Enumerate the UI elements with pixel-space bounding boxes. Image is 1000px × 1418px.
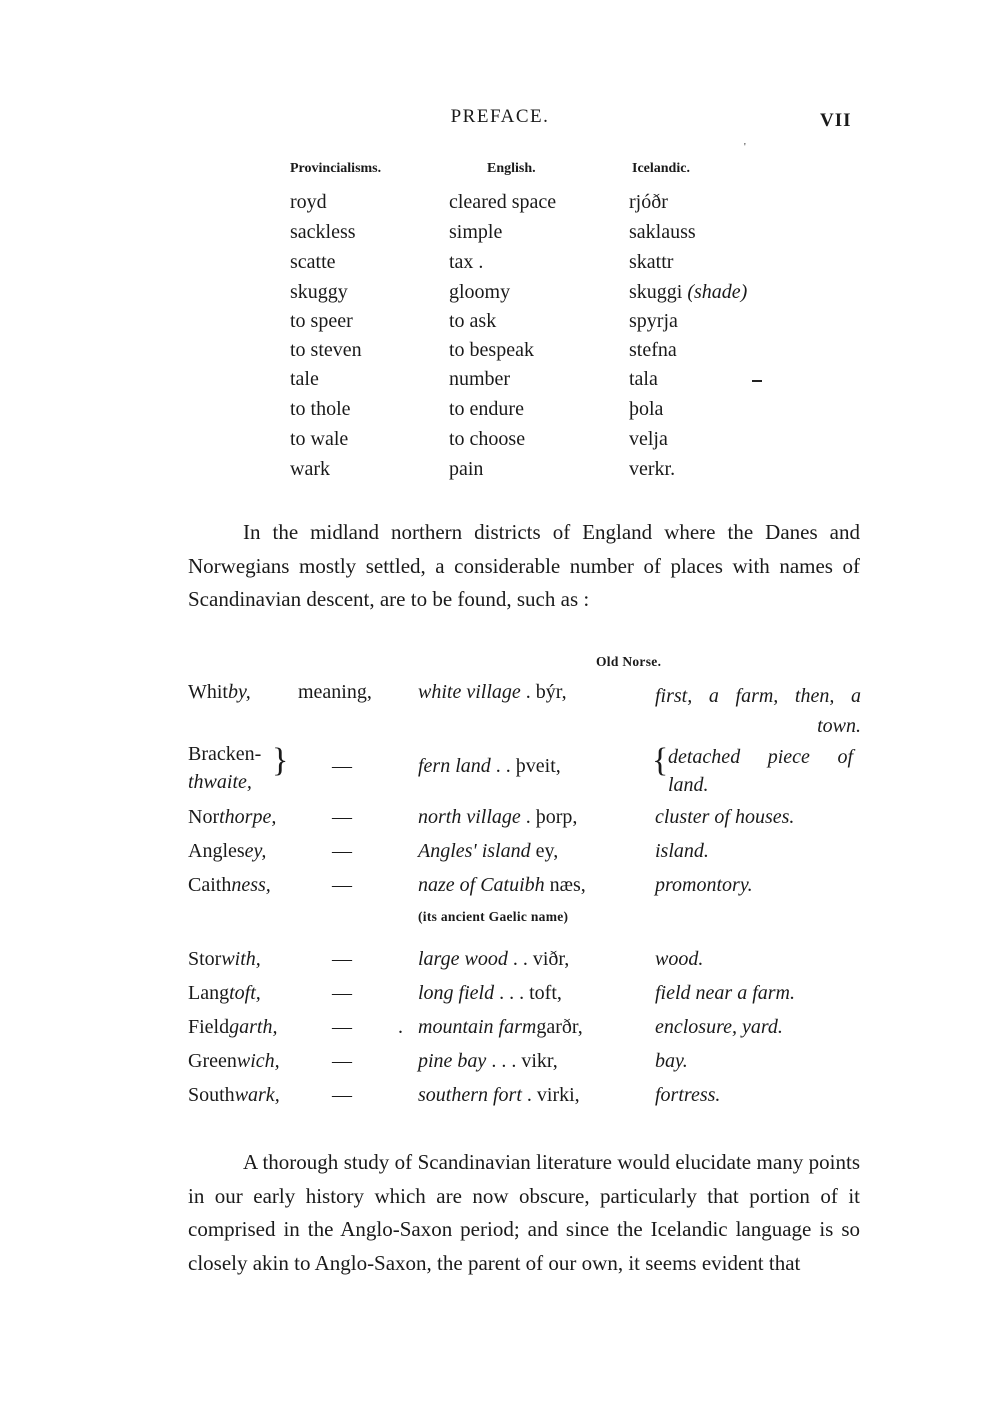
vocab-icelandic: verkr. bbox=[629, 458, 676, 480]
vocab-provincialism: wark bbox=[290, 458, 330, 480]
ditto-mark: — bbox=[332, 874, 352, 896]
vocab-icelandic bbox=[629, 281, 747, 304]
vocab-english: gloomy bbox=[449, 281, 511, 303]
placename-meaning: field near a farm. bbox=[655, 982, 795, 1004]
placename: Storwith, bbox=[188, 948, 261, 970]
vocab-provincialism: royd bbox=[290, 191, 327, 213]
vocab-icelandic-word: skuggi bbox=[629, 281, 683, 303]
stray-dash-mark bbox=[752, 380, 762, 382]
vocab-provincialism: skuggy bbox=[290, 281, 348, 303]
column-header-english: English. bbox=[487, 161, 536, 176]
placename-meaning: bay. bbox=[655, 1050, 688, 1072]
placename-gloss: north village . þorp, bbox=[418, 806, 578, 828]
paragraph-text: A thorough study of Scandinavian literature would elucidate many points in our early history which are now obscure, particularly that portion of it comprised in the Anglo-Saxon period; and since the Icelandic language is so closely akin to Anglo-Saxon, the parent of our own, it seems evident that bbox=[188, 1150, 860, 1275]
ditto-mark: — bbox=[332, 1084, 352, 1106]
placename-gloss: mountain farmgarðr, bbox=[418, 1016, 583, 1038]
placename: Greenwich, bbox=[188, 1050, 280, 1072]
placename-meaning: detached piece of land. bbox=[668, 746, 853, 796]
vocab-icelandic-note: (shade) bbox=[687, 281, 748, 303]
placename: Southwark, bbox=[188, 1084, 280, 1106]
placename-meaning: cluster of houses. bbox=[655, 806, 795, 828]
vocab-icelandic: skattr bbox=[629, 251, 674, 273]
placename: Northorpe, bbox=[188, 806, 277, 828]
placename: Whitby, bbox=[188, 681, 251, 703]
placename-meaning: fortress. bbox=[655, 1084, 721, 1106]
placename-meaning: first, a farm, then, a town. bbox=[655, 685, 861, 737]
placename: Anglesey, bbox=[188, 840, 267, 862]
gaelic-note: (its ancient Gaelic name) bbox=[418, 909, 569, 924]
vocab-provincialism: to steven bbox=[290, 339, 362, 361]
paragraph-text: In the midland northern districts of England where the Danes and Norwegians mostly settled, a considerable number of places with names of Scandinavian descent, are to be found, such as : bbox=[188, 520, 860, 611]
vocab-icelandic: rjóðr bbox=[629, 191, 668, 213]
ditto-mark: — bbox=[332, 806, 352, 828]
vocab-english: to choose bbox=[449, 428, 526, 450]
vocab-provincialism: sackless bbox=[290, 221, 356, 243]
body-paragraph-1 bbox=[188, 516, 860, 617]
vocab-provincialism: tale bbox=[290, 368, 319, 390]
body-paragraph-2 bbox=[188, 1146, 860, 1280]
vocab-english: cleared space bbox=[449, 191, 557, 213]
placename-gloss: large wood . . viðr, bbox=[418, 948, 570, 970]
vocab-icelandic: tala bbox=[629, 368, 658, 390]
ditto-mark: — bbox=[332, 755, 352, 777]
ditto-mark: — bbox=[332, 1016, 352, 1038]
placename-meaning: enclosure, yard. bbox=[655, 1016, 783, 1038]
vocab-icelandic: saklauss bbox=[629, 221, 696, 243]
placename: Langtoft, bbox=[188, 982, 261, 1004]
running-header: PREFACE. bbox=[450, 106, 550, 127]
column-header-icelandic: Icelandic. bbox=[632, 161, 690, 176]
vocab-provincialism: to speer bbox=[290, 310, 353, 332]
ditto-mark: — bbox=[332, 840, 352, 862]
left-brace-mark: { bbox=[652, 742, 669, 779]
ditto-mark: — bbox=[332, 948, 352, 970]
placename-gloss: long field . . . toft, bbox=[418, 982, 562, 1004]
ditto-mark: — bbox=[332, 982, 352, 1004]
vocab-english: tax . bbox=[449, 251, 484, 273]
placename-gloss: fern land . . þveit, bbox=[418, 755, 561, 777]
placename-suffix: thwaite, bbox=[188, 771, 252, 793]
placename-meaning: island. bbox=[655, 840, 709, 862]
placename-base: Bracken- bbox=[188, 743, 262, 765]
column-header-provincialisms: Provincialisms. bbox=[290, 161, 382, 176]
placename-gloss: naze of Catuibh næs, bbox=[418, 874, 586, 896]
meaning-label: meaning, bbox=[298, 681, 372, 703]
leader-dot: . bbox=[398, 1016, 403, 1038]
placename-meaning: wood. bbox=[655, 948, 704, 970]
right-brace-mark: } bbox=[272, 742, 289, 779]
page-number: VII bbox=[820, 110, 852, 131]
placename: Fieldgarth, bbox=[188, 1016, 278, 1038]
stray-mark: ' bbox=[744, 142, 746, 153]
vocab-english: pain bbox=[449, 458, 484, 480]
vocab-icelandic: þola bbox=[629, 398, 664, 420]
vocab-icelandic: stefna bbox=[629, 339, 677, 361]
placename-gloss: pine bay . . . vikr, bbox=[418, 1050, 558, 1072]
placename-gloss: Angles' island ey, bbox=[418, 840, 559, 862]
vocab-english: number bbox=[449, 368, 511, 390]
ditto-mark: — bbox=[332, 1050, 352, 1072]
vocab-provincialism: to wale bbox=[290, 428, 349, 450]
vocab-provincialism: scatte bbox=[290, 251, 336, 273]
vocab-english: simple bbox=[449, 221, 503, 243]
placename: Caithness, bbox=[188, 874, 271, 896]
vocab-provincialism: to thole bbox=[290, 398, 351, 420]
placename-gloss: white village . býr, bbox=[418, 681, 567, 703]
old-norse-heading: Old Norse. bbox=[596, 654, 662, 669]
vocab-icelandic: velja bbox=[629, 428, 668, 450]
placename-gloss: southern fort . virki, bbox=[418, 1084, 580, 1106]
vocab-icelandic: spyrja bbox=[629, 310, 678, 332]
vocab-english: to bespeak bbox=[449, 339, 534, 361]
vocab-english: to endure bbox=[449, 398, 524, 420]
placename-meaning: promontory. bbox=[655, 874, 753, 896]
vocab-english: to ask bbox=[449, 310, 497, 332]
